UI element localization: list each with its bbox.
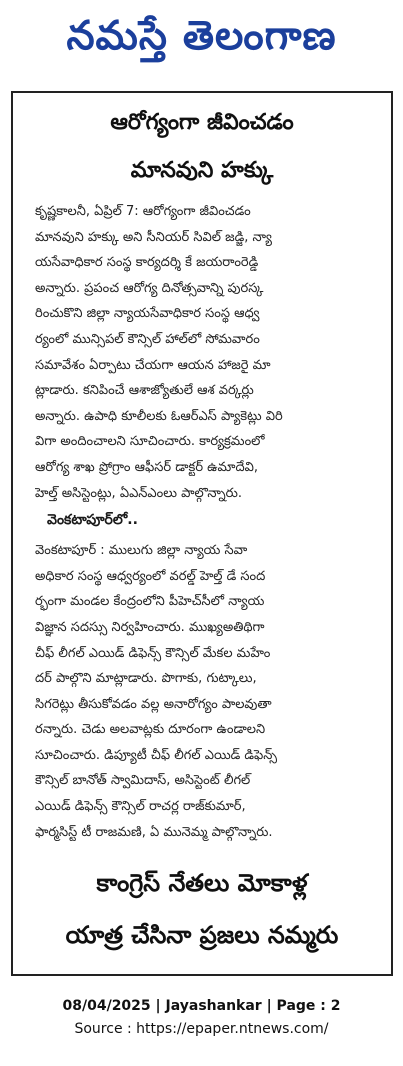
body-line: ఆరోగ్య శాఖ ప్రోగ్రాం ఆఫీసర్ డాక్టర్ ఉమాదేవి, [35, 459, 259, 475]
body-line: దర్ పాల్గొని మాట్లాడారు. పొగాకు, గుట్కాలు, [35, 671, 257, 687]
newspaper-masthead [0, 0, 403, 80]
body-line: కౌన్సిల్ బానోత్ స్వామిదాస్, అసిస్టెంట్ లీగల్ [35, 773, 251, 789]
article-subhead: వెంకటాపూర్‌లో.. [47, 512, 138, 529]
body-line: కృష్ణకాలనీ, ఏప్రిల్ 7: ఆరోగ్యంగా జీవించడం [35, 204, 251, 219]
masthead-title: నమస్తే తెలంగాణ [66, 11, 337, 59]
article-paragraph-2 [13, 534, 391, 845]
body-line: చీఫ్ లీగల్ ఎయిడ్ డిఫెన్స్ కౌన్సిల్ మేకల మహేం [35, 645, 271, 661]
body-line: విగా అందించాలని సూచించారు. కార్యక్రమంలో [35, 434, 265, 450]
next-article-headline-line-1: కాంగ్రెస్ నేతలు మోకాళ్ల [96, 869, 308, 898]
next-article-headline-line-2: యాత్ర చేసినా ప్రజలు నమ్మరు [65, 921, 339, 950]
body-line: ఫార్మసిస్ట్ టీ రాజమణి, ఏ మునెమ్మ పాల్గొన్నారు. [35, 824, 273, 840]
body-line: ఎయిడ్ డిఫెన్స్ కౌన్సిల్ రాచర్ల రాజ్‌కుమార్, [35, 799, 246, 815]
body-line: అన్నారు. ఉపాధి కూలీలకు ఓఆర్‌ఎస్ ప్యాకెట్లు విరి [35, 408, 283, 424]
article-headline-line-2: మానవుని హక్కు [130, 158, 274, 183]
body-line: హెల్త్ అసిస్టెంట్లు, ఏఎన్‌ఎంలు పాల్గొన్నారు. [35, 485, 242, 501]
body-line: అధికార సంస్థ ఆధ్వర్యంలో వరల్డ్ హెల్త్ డే సంద [35, 568, 266, 584]
news-clipping [11, 91, 393, 976]
body-line: అన్నారు. ప్రపంచ ఆరోగ్య దినోత్సవాన్ని పురస్క [35, 280, 264, 296]
body-line: ర్యంలో మున్సిపల్ కౌన్సిల్ హాల్‌లో సోమవారం [35, 331, 260, 347]
body-line: విజ్ఞాన సదస్సు నిర్వహించారు. ముఖ్యఅతిథిగా [35, 619, 265, 635]
body-line: వెంకటాపూర్ : ములుగు జిల్లా న్యాయ సేవా [35, 543, 248, 559]
footer-source-line: Source : https://epaper.ntnews.com/ [74, 1021, 329, 1037]
clipping-footer [0, 995, 403, 1041]
body-line: సూచించారు. డిప్యూటీ చీఫ్ లీగల్ ఎయిడ్ డిఫెన్స్ [35, 747, 278, 763]
body-line: ర్భంగా మండల కేంద్రంలోని పీహెచ్‌సీలో న్యాయ [35, 594, 265, 610]
article-paragraph-1 [13, 195, 391, 506]
body-line: మానవుని హక్కు అని సీనియర్ సివిల్ జడ్జి, న్యా [35, 229, 272, 245]
body-line: యసేవాధికార సంస్థ కార్యదర్శి కే జయరాంరెడ్డి [35, 255, 259, 271]
footer-date-line: 08/04/2025 | Jayashankar | Page : 2 [62, 998, 341, 1014]
article-headline-line-1: ఆరోగ్యంగా జీవించడం [110, 110, 294, 135]
body-line: రించుకొని జిల్లా న్యాయసేవాధికార సంస్థ ఆధ్వ [35, 306, 260, 322]
body-line: ట్లాడారు. కనిపించే ఆశాజ్యోతులే ఆశ వర్కర్లు [35, 383, 254, 399]
body-line: సిగరెట్లు తీసుకోవడం వల్ల అనారోగ్యం పాలవుతా [35, 696, 272, 712]
body-line: సమావేశం ఏర్పాటు చేయగా ఆయన హాజరై మా [35, 357, 271, 373]
body-line: రన్నారు. చెడు అలవాట్లకు దూరంగా ఉండాలని [35, 722, 266, 738]
